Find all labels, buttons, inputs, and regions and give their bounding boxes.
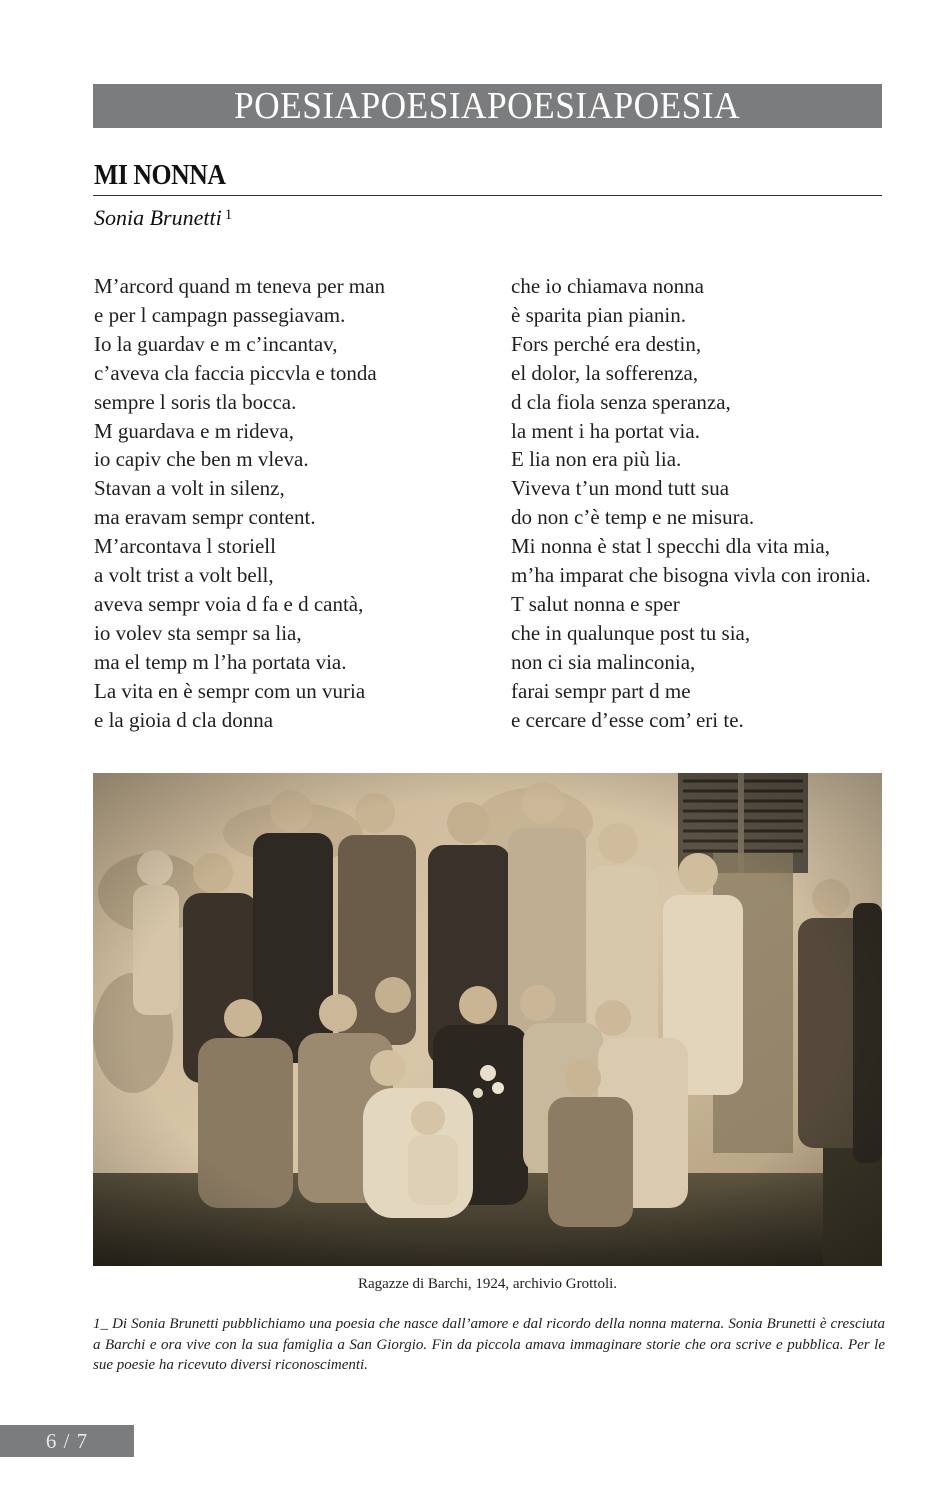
poem-column-left — [94, 272, 385, 735]
title-divider — [93, 195, 882, 196]
poem-line: M’arcontava l storiell — [94, 534, 276, 559]
author-name: Sonia Brunetti — [94, 205, 222, 230]
poem-line: a volt trist a volt bell, — [94, 563, 274, 588]
poem-line: farai sempr part d me — [511, 678, 691, 703]
poem-title: MI NONNA — [94, 160, 226, 191]
poem-line: do non c’è temp e ne misura. — [511, 505, 755, 530]
footnote: 1_ Di Sonia Brunetti pubblichiamo una poesia che nasce dall’amore e dal ricordo della nonna materna. Sonia Brunetti è cresciuta a Barchi e ora vive con la sua famiglia a San Giorgio. Fin da piccola amava immaginare storie che ora scrive e pubblica. Per le sue poesie ha ricevuto diversi riconoscimenti. — [93, 1316, 885, 1373]
section-banner — [93, 84, 882, 128]
historical-group-photo — [93, 773, 882, 1266]
poem-line: io capiv che ben m vleva. — [94, 447, 309, 472]
poem-line: ma el temp m l’ha portata via. — [94, 649, 347, 674]
poem-column-right — [511, 272, 871, 735]
poem-line: M’arcord quand m teneva per man — [94, 274, 385, 298]
poem-line: T salut nonna e sper — [511, 591, 680, 616]
poem-line: E lia non era più lia. — [511, 447, 682, 472]
poem-line: Stavan a volt in silenz, — [94, 476, 285, 501]
page-number-badge — [0, 1425, 134, 1457]
poem-line: el dolor, la sofferenza, — [511, 360, 699, 385]
poem-line: e per l campagn passegiavam. — [94, 302, 346, 327]
poem-line: Fors perché era destin, — [511, 331, 702, 356]
poem-line: Io la guardav e m c’incantav, — [94, 331, 338, 356]
poem-line: sempre l soris tla bocca. — [94, 389, 297, 414]
section-banner-text: POESIAPOESIAPOESIAPOESIA — [234, 85, 741, 127]
poem-line: che in qualunque post tu sia, — [511, 620, 751, 645]
poem-line: d cla fiola senza speranza, — [511, 389, 731, 414]
poem-line: e la gioia d cla donna — [94, 707, 274, 732]
poem-line: Viveva t’un mond tutt sua — [511, 476, 730, 501]
poem-line: M guardava e m rideva, — [94, 418, 295, 443]
photo-illustration — [93, 773, 882, 1266]
poem-line: è sparita pian pianin. — [511, 302, 686, 327]
poem-author — [94, 205, 232, 231]
poem-line: la ment i ha portat via. — [511, 418, 700, 443]
poem-line: aveva sempr voia d fa e d cantà, — [94, 591, 364, 616]
poem-line: non ci sia malinconia, — [511, 649, 696, 674]
poem-line: La vita en è sempr com un vuria — [94, 678, 366, 703]
poem-line: m’ha imparat che bisogna vivla con ironia. — [511, 563, 871, 588]
poem-line: e cercare d’esse com’ eri te. — [511, 707, 744, 732]
poem-line: ma eravam sempr content. — [94, 505, 316, 530]
poem-line: c’aveva cla faccia piccvla e tonda — [94, 360, 377, 385]
page-number: 6 / 7 — [45, 1428, 89, 1453]
photo-caption: Ragazze di Barchi, 1924, archivio Grottoli. — [357, 1276, 618, 1292]
poem-line: io volev sta sempr sa lia, — [94, 620, 302, 645]
footnote-reference[interactable]: 1 — [224, 207, 233, 223]
poem-line: che io chiamava nonna — [511, 274, 704, 298]
poem-line: Mi nonna è stat l specchi dla vita mia, — [511, 534, 830, 559]
